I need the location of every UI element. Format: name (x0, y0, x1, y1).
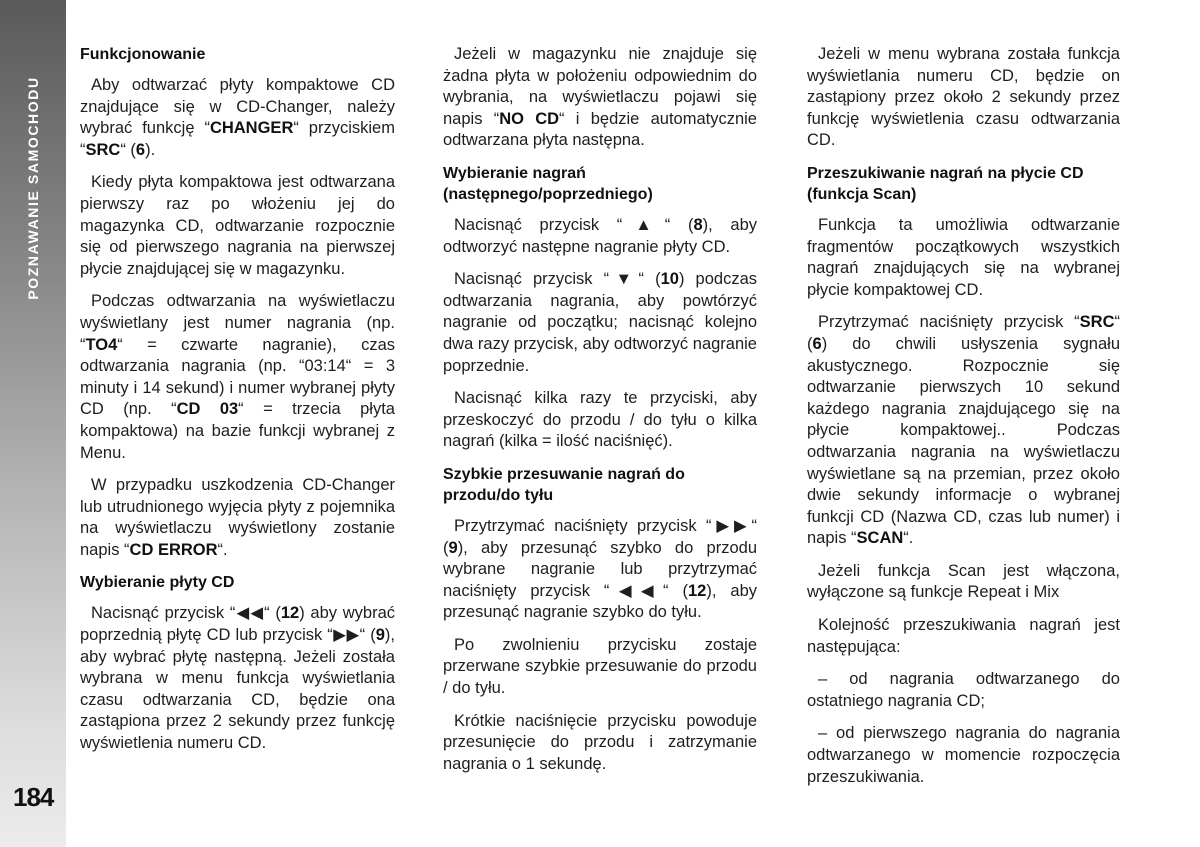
paragraph: Jeżeli w menu wybrana została funkcja wyświetlania numeru CD, będzie on zastąpiony przez około 2 sekundy przez funkcję wyświetlenia czasu odtwarzania CD. (807, 45, 1120, 150)
paragraph: – od pierwszego nagrania do nagrania odtwarzanego w momencie rozpoczęcia przeszukiwania. (807, 724, 1120, 786)
paragraph: Nacisnąć przycisk “◀◀“ (12) aby wybrać poprzednią płytę CD lub przycisk “▶▶“ (9), aby wybrać płytę następną. Jeżeli została wybrana w menu funkcja wyświetlania czasu odtwarzania CD, będzie ona zastąpiona przez 2 sekundy przez funkcję wyświetlenia numeru CD. (80, 604, 395, 753)
section-label: POZNAWANIE SAMOCHODU (25, 76, 41, 300)
page-number: 184 (13, 782, 54, 812)
heading-funkcjonowanie: Funkcjonowanie (80, 46, 206, 63)
paragraph: Krótkie naciśnięcie przycisku powoduje przesunięcie do przodu i zatrzymanie nagrania o 1 sekundę. (443, 711, 757, 773)
paragraph: Podczas odtwarzania na wyświetlaczu wyświetlany jest numer nagrania (np. “TO4“ = czwarte nagranie), czas odtwarzania nagrania (np. “03:14“ = 3 minuty i 14 sekund) i numer wybranej płyty CD (np. “CD 03“ = trzecia płyta kompaktowa) na bazie funkcji wybranej z Menu. (80, 292, 395, 462)
heading-wybieranie-nagran: Wybieranie nagrań (następnego/poprzedniego) (443, 164, 653, 203)
paragraph: Kolejność przeszukiwania nagrań jest następująca: (807, 616, 1120, 656)
paragraph: Nacisnąć przycisk “▲“ (8), aby odtworzyć następne nagranie płyty CD. (443, 215, 757, 256)
paragraph: Funkcja ta umożliwia odtwarzanie fragmentów początkowych wszystkich nagrań znajdujących się na wybranej płycie kompaktowej CD. (807, 215, 1120, 299)
paragraph: Kiedy płyta kompaktowa jest odtwarzana pierwszy raz po włożeniu jej do magazynka CD, odtwarzanie rozpocznie się od pierwszego nagrania na pierwszej płycie znajdującej się w magazynku. (80, 173, 395, 278)
heading-szybkie-przesuwanie: Szybkie przesuwanie nagrań do przodu/do tyłu (443, 465, 685, 504)
heading-przeszukiwanie: Przeszukiwanie nagrań na płycie CD (funkcja Scan) (807, 164, 1084, 203)
paragraph: W przypadku uszkodzenia CD-Changer lub utrudnionego wyjęcia płyty z pojemnika na wyświetlaczu wyświetlony zostanie napis “CD ERROR“. (80, 476, 395, 559)
paragraph: Nacisnąć przycisk “▼“ (10) podczas odtwarzania nagrania, aby powtórzyć nagranie od początku; nacisnąć kolejno dwa razy przycisk, aby odtworzyć nagranie poprzednie. (443, 270, 758, 375)
sidebar-strip (0, 0, 66, 847)
text-column-2 (443, 44, 757, 786)
paragraph: – od nagrania odtwarzanego do ostatniego nagrania CD; (807, 670, 1120, 710)
paragraph: Po zwolnieniu przycisku zostaje przerwane szybkie przesuwanie do przodu / do tyłu. (443, 635, 757, 698)
text-column-1 (80, 44, 395, 766)
paragraph: Przytrzymać naciśnięty przycisk “SRC“ (6) do chwili usłyszenia sygnału akustycznego. Rozpocznie się odtwarzanie pierwszych 10 sekund każdego nagrania znajdującego się na płycie kompaktowej.. Podczas odtwarzania nagrania na wyświetlaczu wyświetlane są na przemian, przez około dwie sekundy informacje o wybranej funkcji CD (Nazwa CD, czas lub numer) i napis “SCAN“. (807, 313, 1120, 548)
paragraph: Nacisnąć kilka razy te przyciski, aby przeskoczyć do przodu / do tyłu o kilka nagrań (kilka = ilość naciśnięć). (443, 389, 757, 451)
heading-wybieranie-plyty: Wybieranie płyty CD (80, 574, 235, 592)
text-column-3 (807, 44, 1120, 799)
paragraph: Jeżeli w magazynku nie znajduje się żadna płyta w położeniu odpowiednim do wybrania, na wyświetlaczu pojawi się napis “NO CD“ i będzie automatycznie odtwarzana płyta następna. (443, 45, 757, 150)
paragraph: Aby odtwarzać płyty kompaktowe CD znajdujące się w CD-Changer, należy wybrać funkcję “CHANGER“ przyciskiem “SRC“ (6). (80, 76, 395, 159)
paragraph: Jeżeli funkcja Scan jest włączona, wyłączone są funkcje Repeat i Mix (807, 561, 1120, 602)
paragraph: Przytrzymać naciśnięty przycisk “▶▶“ (9), aby przesunąć szybko do przodu wybrane nagranie lub przytrzymać naciśnięty przycisk “◀◀“ (12), aby przesunąć nagranie szybko do tyłu. (443, 516, 757, 622)
